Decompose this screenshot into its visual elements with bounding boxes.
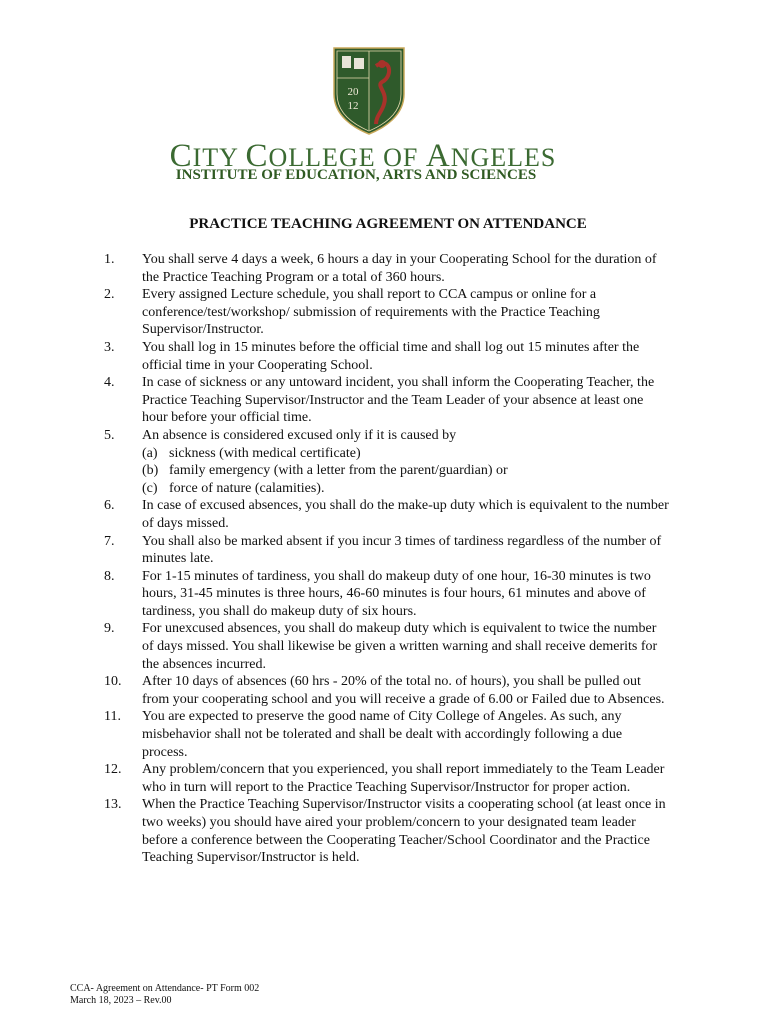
list-item: 5. An absence is considered excused only if it is caused by (a) sickness (with medical certificate) (b) family emergency (with a letter from the parent/guardian) or (c) force of nature (calamities). <box>104 427 669 497</box>
list-item-text: An absence is considered excused only if it is caused by <box>142 427 457 443</box>
form-footer <box>70 983 259 1006</box>
seal-year-bottom: 12 <box>347 100 359 112</box>
college-name: CITY COLLEGE OF ANGELES <box>169 138 557 174</box>
sub-item: (a) sickness (with medical certificate) <box>142 445 361 461</box>
agreement-list <box>104 251 669 867</box>
list-item: 12. Any problem/concern that you experienced, you shall report immediately to the Team Leader who in turn will report to the Practice Teaching Supervisor/Instructor for proper action. <box>104 762 665 795</box>
document-title: PRACTICE TEACHING AGREEMENT ON ATTENDANCE <box>189 216 587 232</box>
list-item: 3. You shall log in 15 minutes before the official time and shall log out 15 minutes after the official time in your Cooperating School. <box>104 339 640 373</box>
footer-revision-date: March 18, 2023 – Rev.00 <box>70 994 172 1006</box>
list-item: 11. You are expected to preserve the good name of City College of Angeles. As such, any misbehavior shall not be tolerated and shall be dealt with accordingly following a due process. <box>104 709 623 760</box>
list-item: 4. In case of sickness or any untoward incident, you shall inform the Cooperating Teacher, the Practice Teaching Supervisor/Instructor and the Team Leader of your absence at least one hour before your official time. <box>104 375 655 426</box>
list-item: 1. You shall serve 4 days a week, 6 hours a day in your Cooperating School for the duration of the Practice Teaching Program or a total of 360 hours. <box>104 252 657 285</box>
list-item: 8. For 1-15 minutes of tardiness, you shall do makeup duty of one hour, 16-30 minutes is two hours, 31-45 minutes is three hours, 46-60 minutes is four hours, 61 minutes and above of tardiness, you shall do makeup duty of six hours. <box>104 568 651 619</box>
list-item: 13. When the Practice Teaching Supervisor/Instructor visits a cooperating school (at least once in two weeks) you should have aired your problem/concern to your designated team leader before a conference between the Cooperating Teacher/School Coordinator and the Practice Teaching Supervisor/Instructor is held. <box>104 797 666 866</box>
sub-item: (b) family emergency (with a letter from the parent/guardian) or <box>142 463 508 479</box>
list-item: 10. After 10 days of absences (60 hrs - 20% of the total no. of hours), you shall be pulled out from your cooperating school and you will receive a grade of 6.00 or Failed due to Absences. <box>104 674 665 707</box>
institute-name: INSTITUTE OF EDUCATION, ARTS AND SCIENCES <box>175 167 537 183</box>
list-item: 6. In case of excused absences, you shall do the make-up duty which is equivalent to the number of days missed. <box>104 498 669 531</box>
seal-year-top: 20 <box>347 86 359 98</box>
list-item: 9. For unexcused absences, you shall do makeup duty which is equivalent to twice the number of days missed. You shall likewise be given a written warning and shall receive demerits for the absences incurred. <box>104 621 658 672</box>
list-item: 7. You shall also be marked absent if you incur 3 times of tardiness regardless of the number of minutes late. <box>104 533 662 567</box>
list-item: 2. Every assigned Lecture schedule, you shall report to CCA campus or online for a conference/test/workshop/ submission of requirements with the Practice Teaching Supervisor/Instructor. <box>104 287 600 338</box>
footer-form-id: CCA- Agreement on Attendance- PT Form 002 <box>70 983 260 994</box>
sub-item: (c) force of nature (calamities). <box>142 480 325 496</box>
college-seal-logo <box>332 46 406 136</box>
